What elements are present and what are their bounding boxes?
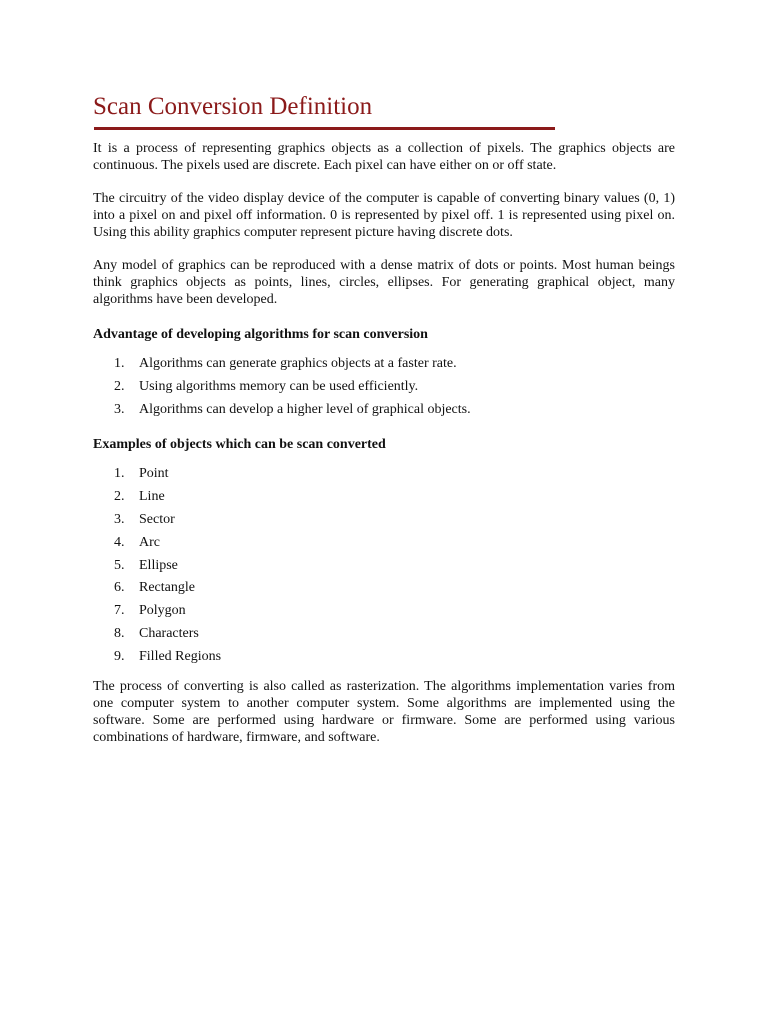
advantages-list [93,353,675,421]
list-item: 4. Arc [114,534,160,550]
list-item: 3. Algorithms can develop a higher level of graphical objects. [114,401,471,417]
paragraph-intro: It is a process of representing graphics objects as a collection of pixels. The graphics objects are continuous. The pixels used are discrete. Each pixel can have either on or off state. [93,141,675,173]
list-item: 6. Rectangle [114,580,195,596]
paragraph-circuitry: The circuitry of the video display device of the computer is capable of converting binary values (0, 1) into a pixel on and pixel off information. 0 is represented by pixel off. 1 is represented using pixel on. Using this ability graphics computer represent picture having discrete dots. [93,191,675,240]
page-title: Scan Conversion Definition [93,93,373,120]
list-item: 9. Filled Regions [114,648,222,664]
list-item: 1. Point [114,466,169,482]
examples-heading: Examples of objects which can be scan converted [93,437,386,453]
list-item: 3. Sector [114,511,175,527]
list-item: 1. Algorithms can generate graphics objects at a faster rate. [114,356,457,371]
list-item: 2. Line [114,489,165,505]
paragraph-closing: The process of converting is also called as rasterization. The algorithms implementation varies from one computer system to another computer system. Some algorithms are implemented using the software. Some are performed using hardware or firmware. Some are performed using various combinations of hardware, firmware, and software. [93,678,675,745]
list-item: 5. Ellipse [114,557,178,573]
title-underline [94,127,555,130]
list-item: 8. Characters [114,625,199,641]
list-item: 7. Polygon [114,603,186,619]
examples-list [93,463,675,668]
list-item: 2. Using algorithms memory can be used efficiently. [114,378,419,394]
document-body [93,140,675,746]
advantages-heading: Advantage of developing algorithms for scan conversion [93,327,428,342]
paragraph-model: Any model of graphics can be reproduced with a dense matrix of dots or points. Most human beings think graphics objects as points, lines, circles, ellipses. For generating graphical object, many algorithms have been developed. [93,258,675,307]
